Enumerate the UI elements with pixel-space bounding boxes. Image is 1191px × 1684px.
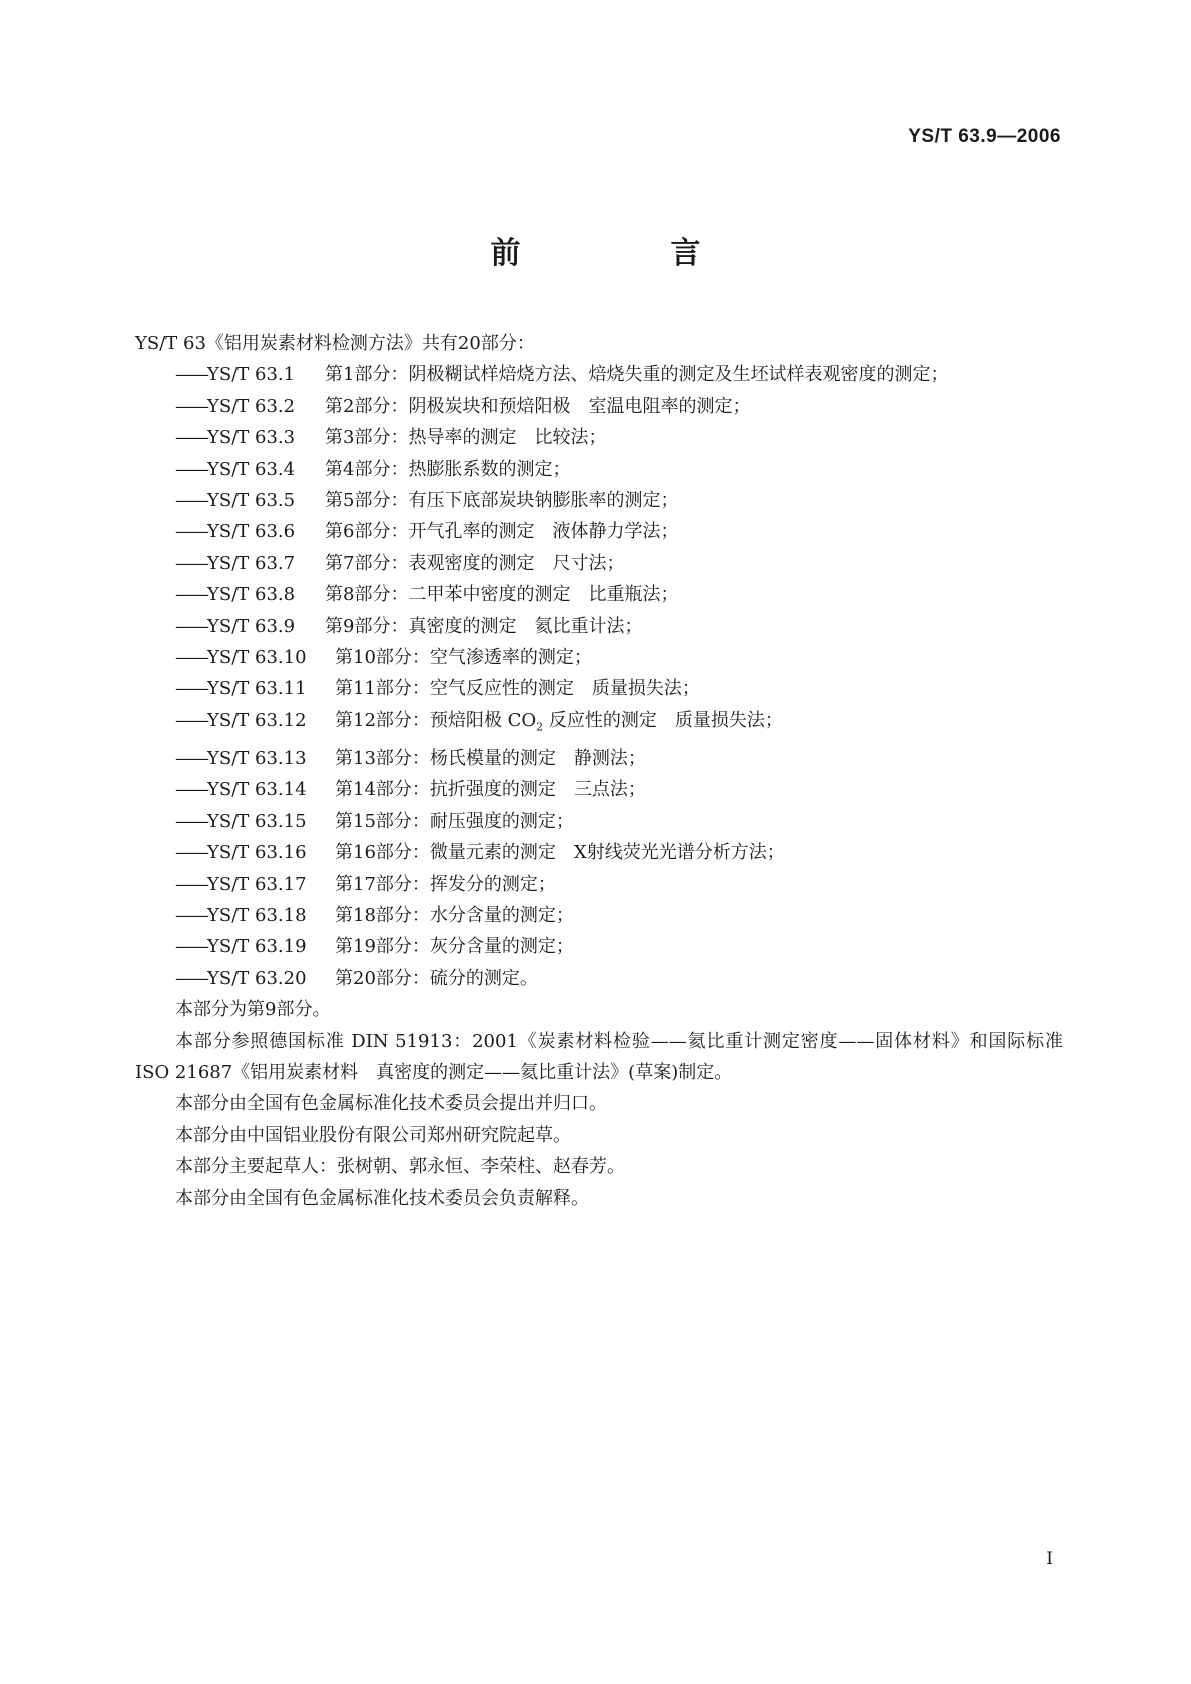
paragraph: 本部分由全国有色金属标准化技术委员会提出并归口。 [175, 1093, 607, 1115]
intro-line: YS/T 63《铝用炭素材料检测方法》共有20部分： [135, 333, 535, 354]
list-item: ——YS/T 63.10 第10部分：空气渗透率的测定； [175, 647, 592, 669]
list-item: ——YS/T 63.3 第3部分：热导率的测定 比较法； [175, 427, 607, 449]
paragraph: 本部分参照德国标准 DIN 51913：2001《炭素材料检验——氦比重计测定密度——固体材料》和国际标准 ISO 21687《铝用炭素材料 真密度的测定——氦比重计法》(草案)制定。 [135, 1030, 1063, 1083]
list-item: ——YS/T 63.11 第11部分：空气反应性的测定 质量损失法； [175, 678, 700, 700]
page-number: I [1046, 1549, 1053, 1569]
document-body [135, 328, 1063, 1214]
standard-code: YS/T 63.9—2006 [908, 126, 1061, 147]
list-item: ——YS/T 63.5 第5部分：有压下底部炭块钠膨胀率的测定； [175, 490, 679, 512]
list-item: ——YS/T 63.20 第20部分：硫分的测定。 [175, 967, 538, 989]
list-item: ——YS/T 63.14 第14部分：抗折强度的测定 三点法； [175, 779, 646, 801]
list-item: ——YS/T 63.16 第16部分：微量元素的测定 X射线荧光光谱分析方法； [175, 842, 785, 864]
list-item: ——YS/T 63.7 第7部分：表观密度的测定 尺寸法； [175, 552, 625, 574]
list-item: ——YS/T 63.13 第13部分：杨氏模量的测定 静测法； [175, 747, 646, 769]
paragraph: 本部分由全国有色金属标准化技术委员会负责解释。 [175, 1187, 589, 1209]
list-item: ——YS/T 63.8 第8部分：二甲苯中密度的测定 比重瓶法； [175, 584, 679, 606]
parts-list [135, 359, 1063, 994]
page-title: 前 言 [490, 236, 761, 271]
paragraph: 本部分为第9部分。 [175, 999, 331, 1021]
list-item: ——YS/T 63.17 第17部分：挥发分的测定； [175, 873, 556, 895]
paragraph: 本部分由中国铝业股份有限公司郑州研究院起草。 [175, 1124, 571, 1146]
list-item: ——YS/T 63.12 第12部分：预焙阳极 $CO_2$ 反应性的测定 质量损失法； [175, 709, 783, 734]
list-item: ——YS/T 63.15 第15部分：耐压强度的测定； [175, 810, 574, 832]
list-item: ——YS/T 63.6 第6部分：开气孔率的测定 液体静力学法； [175, 521, 679, 543]
list-item: ——YS/T 63.18 第18部分：水分含量的测定； [175, 904, 574, 926]
list-item: ——YS/T 63.19 第19部分：灰分含量的测定； [175, 936, 574, 958]
list-item: ——YS/T 63.4 第4部分：热膨胀系数的测定； [175, 458, 571, 480]
paragraph: 本部分主要起草人：张树朝、郭永恒、李荣柱、赵春芳。 [175, 1156, 625, 1178]
list-item: ——YS/T 63.1 第1部分：阴极糊试样焙烧方法、焙烧失重的测定及生坯试样表观密度的测定； [175, 364, 949, 386]
list-item: ——YS/T 63.9 第9部分：真密度的测定 氦比重计法； [175, 615, 643, 637]
list-item: ——YS/T 63.2 第2部分：阴极炭块和预焙阳极 室温电阻率的测定； [175, 395, 751, 417]
